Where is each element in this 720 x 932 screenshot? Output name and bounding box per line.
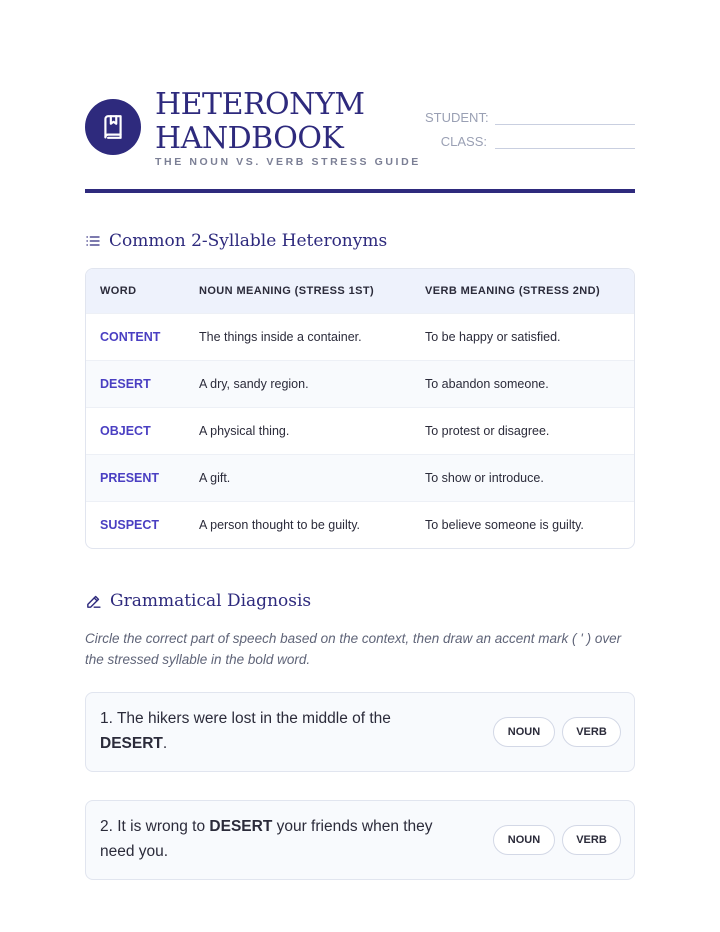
student-field[interactable] (425, 107, 635, 125)
word-cell: PRESENT (100, 471, 160, 485)
question-text (100, 706, 440, 756)
noun-meaning-cell: The things inside a container. (199, 330, 362, 344)
question-text-before: 2. It is wrong to (100, 818, 210, 835)
class-field[interactable] (425, 131, 635, 149)
table-row (86, 407, 634, 454)
column-header-word: WORD (100, 285, 137, 297)
verb-meaning-cell: To protest or disagree. (425, 424, 550, 438)
section-diagnosis-heading (85, 591, 311, 611)
question-text-before: 1. The hikers were lost in the middle of the (100, 710, 391, 727)
student-input-line[interactable] (495, 107, 635, 125)
question-card (85, 692, 635, 772)
verb-meaning-cell: To abandon someone. (425, 377, 549, 391)
title-line-1: HETERONYM (155, 87, 365, 122)
section-heteronyms-title: Common 2-Syllable Heteronyms (109, 231, 388, 251)
word-cell: OBJECT (100, 424, 151, 438)
question-bold-word: DESERT (209, 818, 273, 835)
section-diagnosis-title: Grammatical Diagnosis (110, 591, 312, 611)
table-row (86, 454, 634, 501)
table-row (86, 501, 634, 548)
verb-option-button[interactable]: VERB (562, 825, 621, 855)
class-label: CLASS: (440, 134, 487, 149)
question-card (85, 800, 635, 880)
word-cell: SUSPECT (100, 518, 160, 532)
column-header-verb: VERB MEANING (STRESS 2ND) (425, 285, 601, 297)
heteronym-table (85, 268, 635, 549)
noun-option-button[interactable]: NOUN (493, 717, 555, 747)
word-cell: CONTENT (100, 330, 161, 344)
class-input-line[interactable] (495, 131, 635, 149)
question-bold-word: DESERT (100, 735, 163, 752)
title-line-2: HANDBOOK (155, 121, 344, 156)
verb-option-button[interactable]: VERB (562, 717, 621, 747)
section-heteronyms-heading (85, 231, 387, 251)
table-row (86, 360, 634, 407)
verb-meaning-cell: To be happy or satisfied. (425, 330, 561, 344)
page-title (155, 88, 364, 156)
question-text-after: your friends when they need you. (100, 818, 433, 860)
noun-meaning-cell: A person thought to be guilty. (199, 518, 360, 532)
question-text (100, 814, 440, 864)
student-label: STUDENT: (425, 110, 489, 125)
page-subtitle: THE NOUN VS. VERB STRESS GUIDE (155, 156, 421, 168)
instructions-text: Circle the correct part of speech based on the context, then draw an accent mark ( ' ) over the stressed syllable in the bold word. (85, 631, 622, 667)
noun-option-button[interactable]: NOUN (493, 825, 555, 855)
word-cell: DESERT (100, 377, 151, 391)
worksheet-header (85, 86, 635, 194)
book-bookmark-icon (85, 99, 141, 155)
table-header-row (86, 269, 634, 313)
table-row (86, 313, 634, 360)
column-header-noun: NOUN MEANING (STRESS 1ST) (199, 285, 375, 297)
noun-meaning-cell: A gift. (199, 471, 231, 485)
question-text-after: . (162, 735, 168, 752)
verb-meaning-cell: To believe someone is guilty. (425, 518, 584, 532)
verb-meaning-cell: To show or introduce. (425, 471, 544, 485)
noun-meaning-cell: A physical thing. (199, 424, 290, 438)
header-divider (85, 189, 635, 193)
pencil-icon (85, 593, 102, 610)
noun-meaning-cell: A dry, sandy region. (199, 377, 309, 391)
list-icon (85, 233, 101, 249)
